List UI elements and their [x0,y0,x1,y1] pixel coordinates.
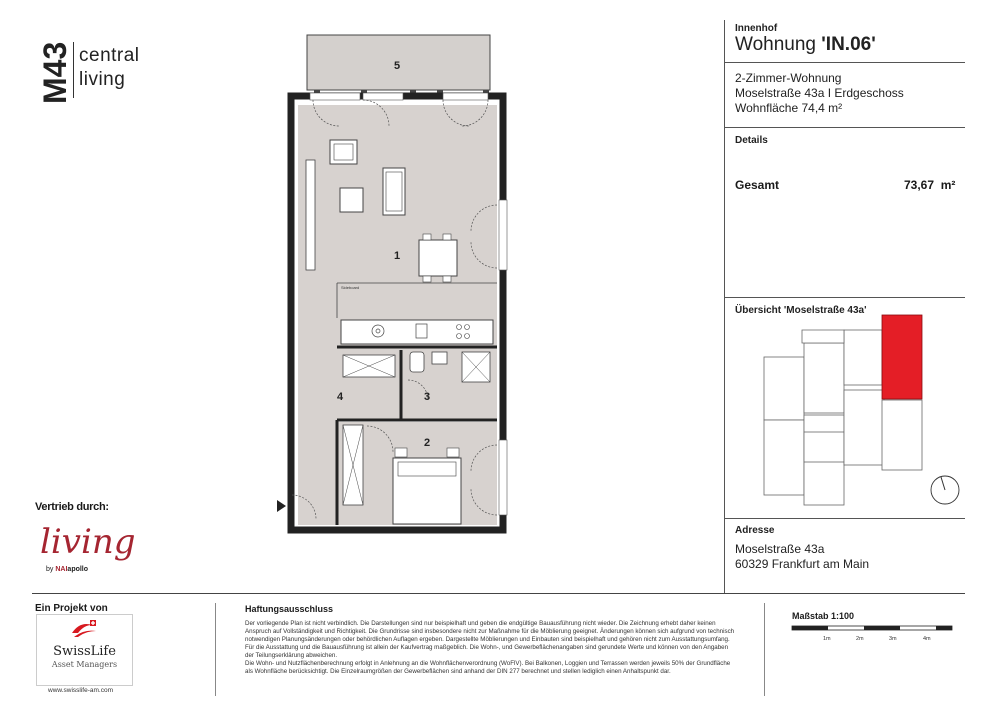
room-number-5: 5 [394,60,401,72]
liability-text-1: Der vorliegende Plan ist nicht verbindlich. Die Darstellungen sind nur beispielhaft und geben die endgültige Bauausführung nicht wieder. Die Zeichnung erhebt daher keinen Anspruch auf Vollständigkeit und Richtigkeit. Die Grundrisse sind insbesondere nicht zur Maßnahme für die Möblierung geeignet. Änderungen können sich aufgrund von technisch notwendigen Planungsänderungen oder behördlichen Auflagen ergeben. Dargestellte Möblierungen und Einbauten sind beispielhaft und gehören nicht zum Ausstattungsumfang. Für die Ausstattung und die Bauausführung ist allein der Kaufvertrag maßgeblich. Die Wohn-, und Gewerbeflächenangaben sind gerundete Werte und können von den Angaben der Teilungserklärung abweichen. [245,620,735,659]
logo-divider [73,42,74,98]
section-label: Innenhof [735,23,778,34]
address-label: Adresse [735,525,775,536]
details-label: Details [735,135,768,146]
info-rule [724,127,965,128]
apartment-area: Wohnfläche 74,4 m² [735,101,843,115]
footer-rule [32,593,965,594]
apartment-info [735,71,904,116]
sales-logo-prefix: NAI [55,566,68,573]
footer-divider-2 [764,603,765,696]
sales-logo-sub [46,566,88,573]
title-prefix: Wohnung [735,34,822,55]
brand-name [79,44,140,92]
liability-text [245,620,735,676]
project-company-line2: Asset Managers [51,660,118,669]
scale-tick-3: 3m [889,636,897,642]
m43-logo-text: M43 [37,41,73,104]
page-title [735,34,876,56]
kitchen-counter [341,320,493,344]
overview-label: Übersicht 'Moselstraße 43a' [735,305,867,316]
scale-tick-1: 1m [823,636,831,642]
project-company-line1: SwissLife [53,644,116,659]
apartment-type: 2-Zimmer-Wohnung [735,71,842,85]
address-street: Moselstraße 43a [735,542,825,556]
dining-table [419,240,457,276]
scale-tick-2: 2m [856,636,864,642]
entrance-arrow [277,500,286,512]
sideboard-living [306,160,315,270]
total-unit: m² [940,178,956,192]
sales-label: Vertrieb durch: [35,501,109,513]
overview-highlight [882,315,922,399]
apartment-location: Moselstraße 43a I Erdgeschoss [735,86,904,100]
project-logo [36,614,133,686]
title-unit: 'IN.06' [821,34,876,55]
sales-logo [40,522,150,582]
coffee-table [340,188,363,212]
overview-rule [724,518,965,519]
total-value [904,178,955,192]
total-number: 73,67 [904,178,935,192]
sales-logo-company: apollo [67,566,89,573]
scale-tick-4: 4m [923,636,931,642]
right-panel-divider [724,20,725,593]
project-url[interactable]: www.swisslife-am.com [48,687,114,694]
brand-line2: living [79,69,126,90]
project-label: Ein Projekt von [35,603,108,614]
sales-logo-word: living [40,522,136,562]
footer-divider-1 [215,603,216,696]
m43-logo [36,40,76,106]
scale-label: Maßstab 1:100 [792,611,855,621]
swisslife-emblem-icon [70,619,98,641]
details-rule [724,297,965,298]
room-number-1: 1 [394,250,401,262]
sales-logo-by: by [46,566,54,573]
address-block [735,542,869,572]
room-number-3: 3 [424,391,431,403]
bed [393,458,461,524]
total-label: Gesamt [735,178,780,192]
sideboard-label: Sideboard [341,285,360,290]
liability-text-2: Die Wohn- und Nutzflächenberechnung erfolgt in Anlehnung an die Wohnflächenverordnung (WoFlV). Bei Balkonen, Loggien und Terrassen werden jeweils 50% der Grundfläche als Wohnfläche berücksichtigt. Die Einzelraumgrößen der Gewerbeflächen sind anhand der DIN 277 berechnet und stellen lediglich einen Anhaltspunkt dar. [245,660,731,675]
floor-plan [270,30,530,550]
scale-bar [790,624,960,646]
overview-site-plan [755,310,970,510]
room-number-4: 4 [337,391,344,403]
address-city: 60329 Frankfurt am Main [735,557,870,571]
liability-title: Haftungsausschluss [245,604,334,614]
brand-line1: central [79,45,140,66]
room-number-2: 2 [424,437,431,449]
title-rule [724,62,965,63]
